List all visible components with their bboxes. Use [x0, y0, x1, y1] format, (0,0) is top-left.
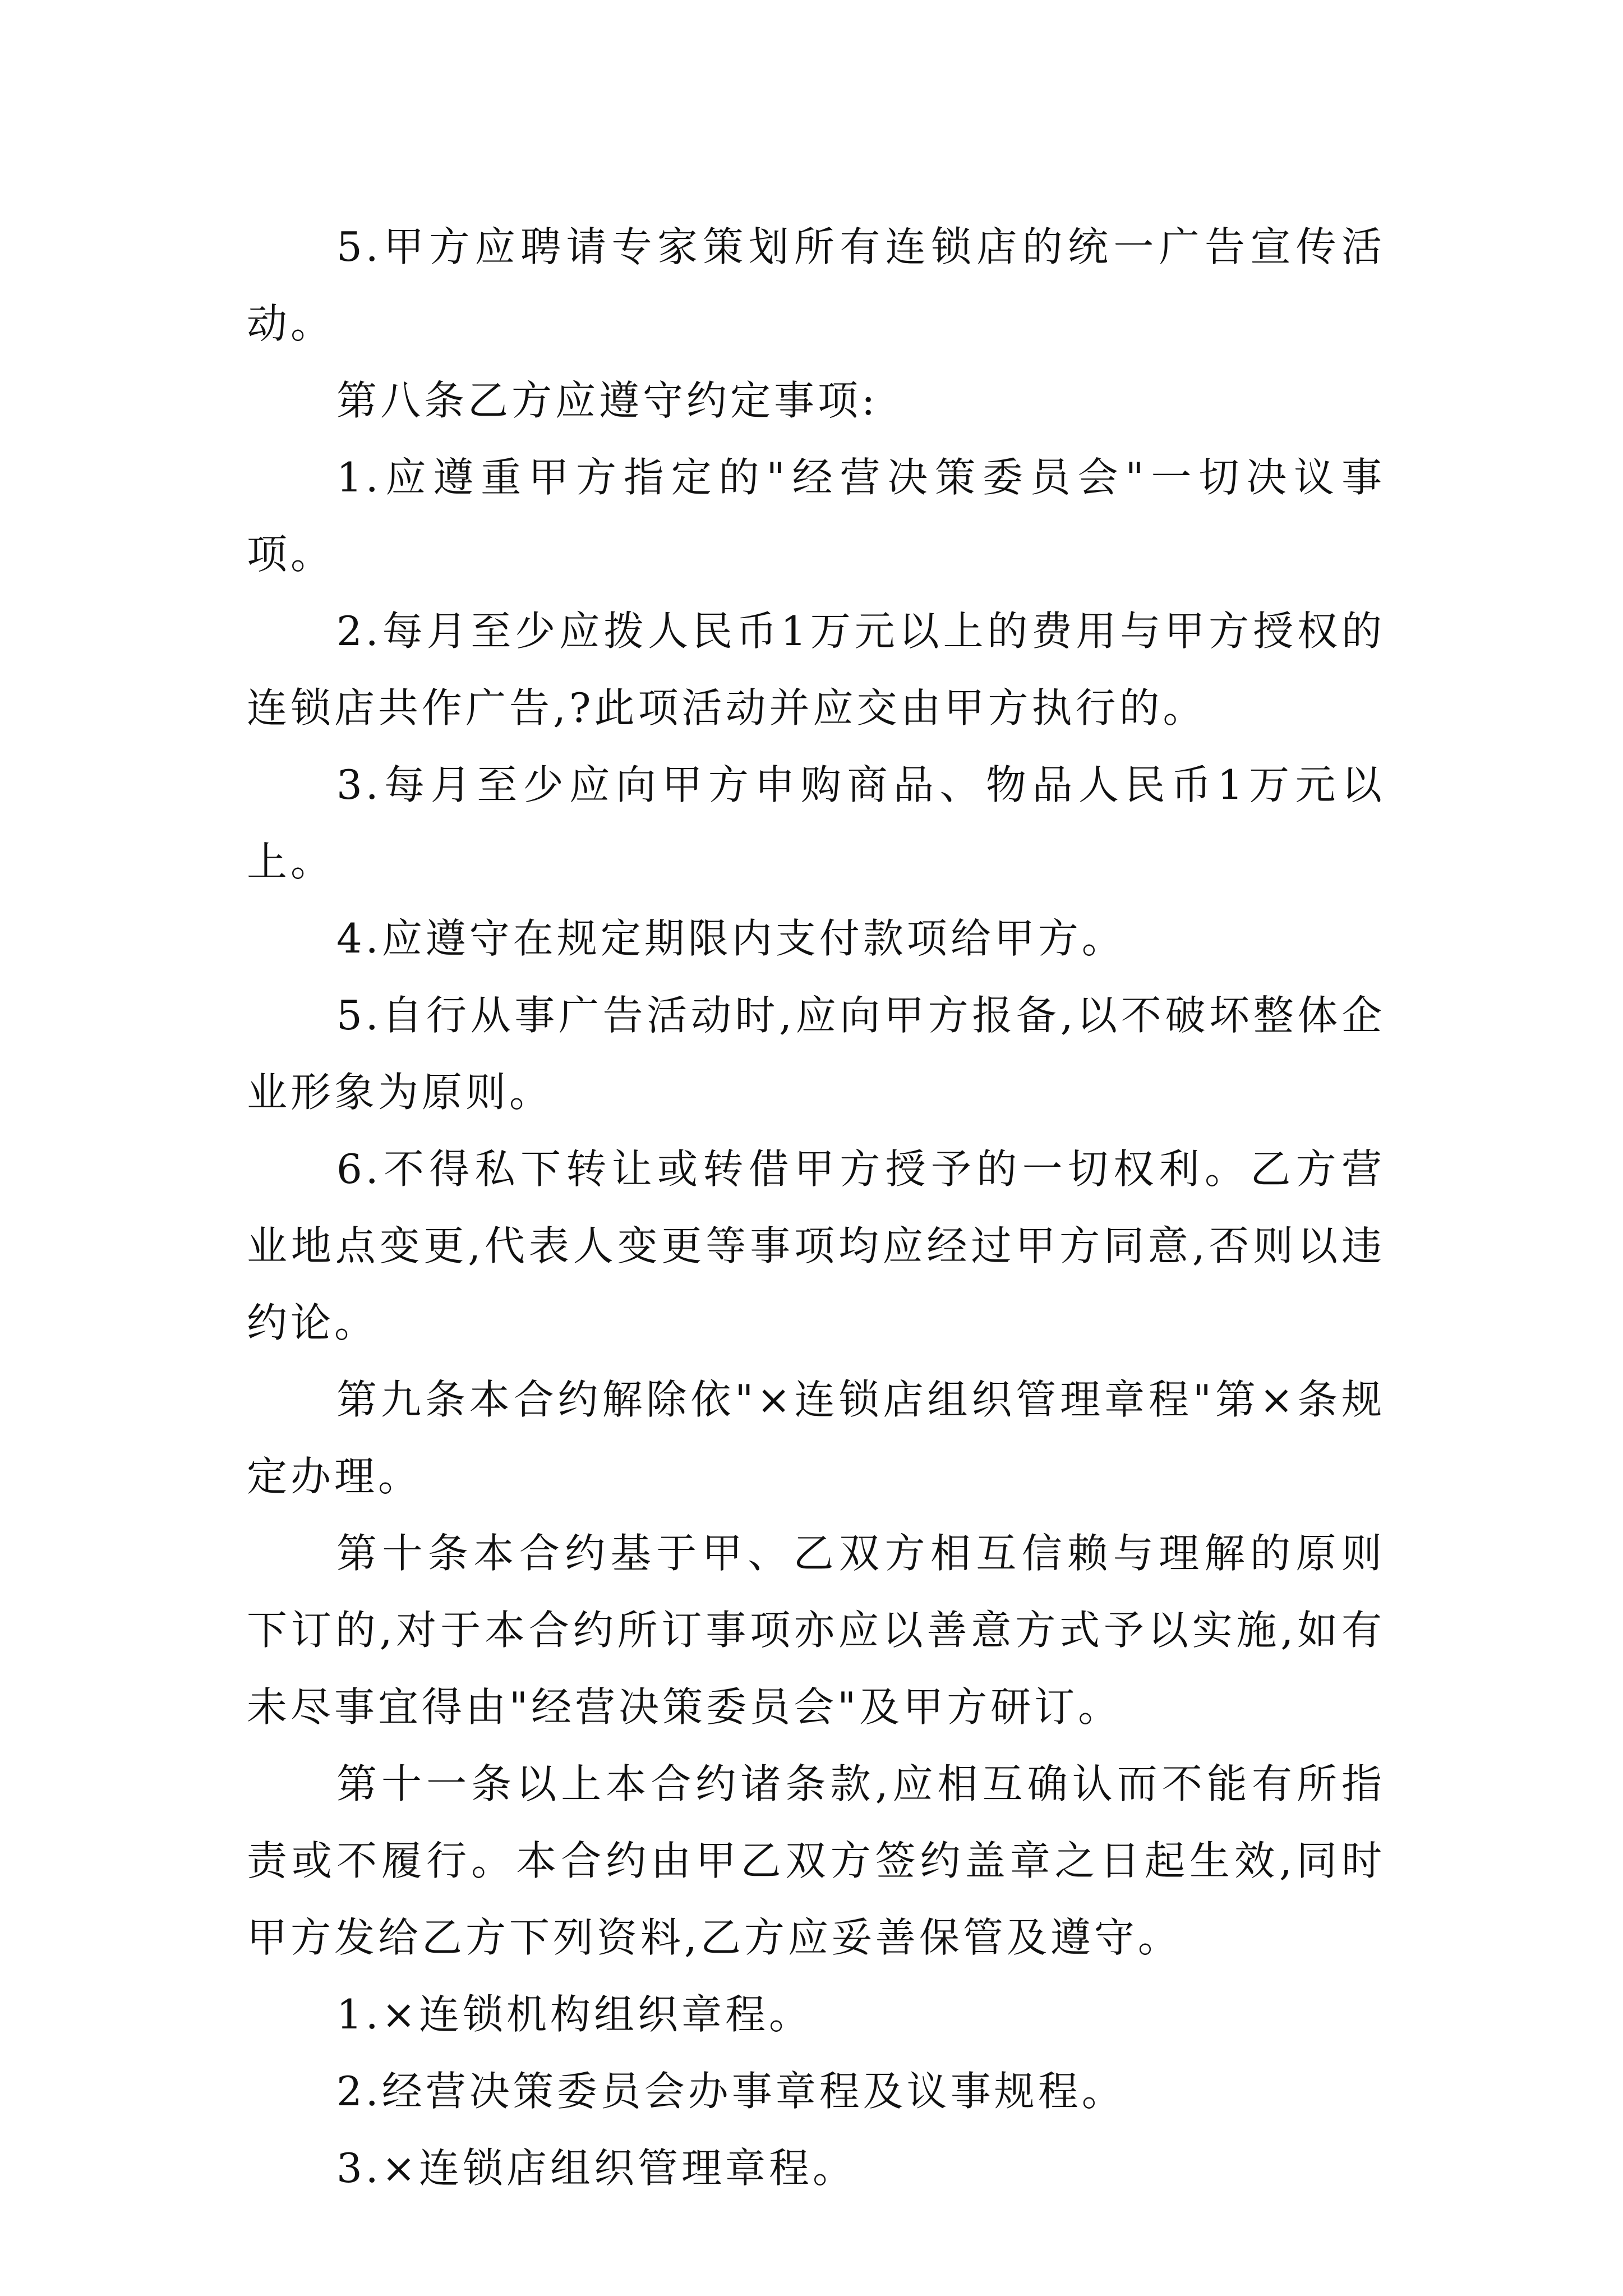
- paragraph-item-5-ad-planning: 5.甲方应聘请专家策划所有连锁店的统一广告宣传活动。: [247, 223, 1385, 347]
- article-10-good-faith: 第十条本合约基于甲、乙双方相互信赖与理解的原则下订的,对于本合约所订事项亦应以善意方式予以实施,如有未尽事宜得由"经营决策委员会"及甲方研订。: [247, 1530, 1385, 1731]
- paragraph-item-4-payment-deadline: 4.应遵守在规定期限内支付款项给甲方。: [336, 915, 1126, 962]
- paragraph-item-6-no-transfer: 6.不得私下转让或转借甲方授予的一切权利。乙方营业地点变更,代表人变更等事项均应经过甲方同意,否则以违约论。: [247, 1145, 1385, 1346]
- paragraph-item-5-self-advertising: 5.自行从事广告活动时,应向甲方报备,以不破坏整体企业形象为原则。: [247, 992, 1385, 1116]
- list-item-chain-charter: 1.×连锁机构组织章程。: [336, 1991, 813, 2038]
- document-body: [247, 209, 1385, 2207]
- list-item-committee-rules: 2.经营决策委员会办事章程及议事规程。: [336, 2068, 1126, 2115]
- paragraph-item-1-respect-committee: 1.应遵重甲方指定的"经营决策委员会"一切决议事项。: [247, 454, 1385, 578]
- list-item-store-management-rules: 3.×连锁店组织管理章程。: [336, 2145, 857, 2192]
- article-9-termination: 第九条本合约解除依"×连锁店组织管理章程"第×条规定办理。: [247, 1376, 1385, 1500]
- paragraph-item-2-monthly-ad-fee: 2.每月至少应拨人民币1万元以上的费用与甲方授权的连锁店共作广告,?此项活动并应交由甲方执行的。: [247, 608, 1385, 731]
- article-11-effectiveness: 第十一条以上本合约诸条款,应相互确认而不能有所指责或不履行。本合约由甲乙双方签约盖章之日起生效,同时甲方发给乙方下列资料,乙方应妥善保管及遵守。: [247, 1760, 1385, 1961]
- article-8-heading: 第八条乙方应遵守约定事项:: [336, 377, 879, 424]
- paragraph-item-3-monthly-purchase: 3.每月至少应向甲方申购商品、物品人民币1万元以上。: [247, 761, 1385, 885]
